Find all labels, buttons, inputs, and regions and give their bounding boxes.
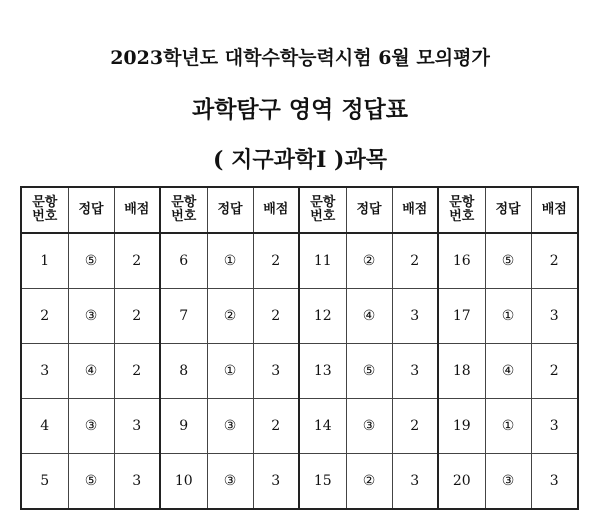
answer-mark: ② <box>346 233 392 289</box>
answer-mark: ③ <box>207 399 253 454</box>
answer-mark: ⑤ <box>68 454 114 510</box>
question-number: 5 <box>21 454 68 510</box>
points: 3 <box>253 344 299 399</box>
question-number: 11 <box>299 233 346 289</box>
answer-mark: ③ <box>485 454 531 510</box>
table-row <box>21 289 578 344</box>
points: 3 <box>531 399 578 454</box>
answer-mark: ③ <box>207 454 253 510</box>
question-number: 20 <box>438 454 485 510</box>
answer-mark: ③ <box>346 399 392 454</box>
points: 3 <box>114 399 160 454</box>
points: 3 <box>531 454 578 510</box>
answer-mark: ④ <box>68 344 114 399</box>
header-points: 배점 <box>253 187 299 233</box>
points: 2 <box>531 344 578 399</box>
answer-mark: ⑤ <box>346 344 392 399</box>
points: 3 <box>253 454 299 510</box>
question-number: 14 <box>299 399 346 454</box>
header-answer: 정답 <box>485 187 531 233</box>
exam-title: 2023학년도 대학수학능력시험 6월 모의평가 <box>110 47 490 69</box>
question-number: 8 <box>160 344 207 399</box>
question-number: 2 <box>21 289 68 344</box>
question-number: 13 <box>299 344 346 399</box>
answer-mark: ① <box>485 289 531 344</box>
question-number: 10 <box>160 454 207 510</box>
table-row <box>21 399 578 454</box>
question-number: 6 <box>160 233 207 289</box>
answer-mark: ① <box>485 399 531 454</box>
header-answer: 정답 <box>68 187 114 233</box>
header-question-number: 문항 번호 <box>299 187 346 233</box>
points: 3 <box>114 454 160 510</box>
question-number: 12 <box>299 289 346 344</box>
points: 2 <box>114 233 160 289</box>
points: 3 <box>392 289 438 344</box>
answer-mark: ④ <box>346 289 392 344</box>
points: 2 <box>253 289 299 344</box>
question-number: 3 <box>21 344 68 399</box>
answer-mark: ⑤ <box>485 233 531 289</box>
header-answer: 정답 <box>346 187 392 233</box>
answer-mark: ② <box>346 454 392 510</box>
header-question-number: 문항 번호 <box>160 187 207 233</box>
header-points: 배점 <box>531 187 578 233</box>
points: 3 <box>392 454 438 510</box>
header-points: 배점 <box>114 187 160 233</box>
question-number: 4 <box>21 399 68 454</box>
question-number: 18 <box>438 344 485 399</box>
table-row <box>21 233 578 289</box>
header-question-number: 문항 번호 <box>438 187 485 233</box>
document-title: 과학탐구 영역 정답표 <box>192 96 408 123</box>
question-number: 7 <box>160 289 207 344</box>
subject-title: ( 지구과학Ⅰ )과목 <box>213 147 387 173</box>
question-number: 16 <box>438 233 485 289</box>
points: 2 <box>392 233 438 289</box>
points: 2 <box>392 399 438 454</box>
answer-mark: ③ <box>68 289 114 344</box>
table-row <box>21 344 578 399</box>
answer-mark: ③ <box>68 399 114 454</box>
answer-mark: ④ <box>485 344 531 399</box>
header-question-number: 문항 번호 <box>21 187 68 233</box>
points: 2 <box>531 233 578 289</box>
answer-mark: ① <box>207 233 253 289</box>
question-number: 19 <box>438 399 485 454</box>
question-number: 1 <box>21 233 68 289</box>
answer-mark: ① <box>207 344 253 399</box>
table-row <box>21 454 578 510</box>
question-number: 9 <box>160 399 207 454</box>
points: 3 <box>392 344 438 399</box>
answer-mark: ② <box>207 289 253 344</box>
points: 2 <box>253 399 299 454</box>
points: 3 <box>531 289 578 344</box>
header-points: 배점 <box>392 187 438 233</box>
answer-table <box>20 186 579 510</box>
question-number: 17 <box>438 289 485 344</box>
answer-mark: ⑤ <box>68 233 114 289</box>
points: 2 <box>114 289 160 344</box>
header-row <box>21 187 578 233</box>
question-number: 15 <box>299 454 346 510</box>
points: 2 <box>253 233 299 289</box>
header-answer: 정답 <box>207 187 253 233</box>
points: 2 <box>114 344 160 399</box>
